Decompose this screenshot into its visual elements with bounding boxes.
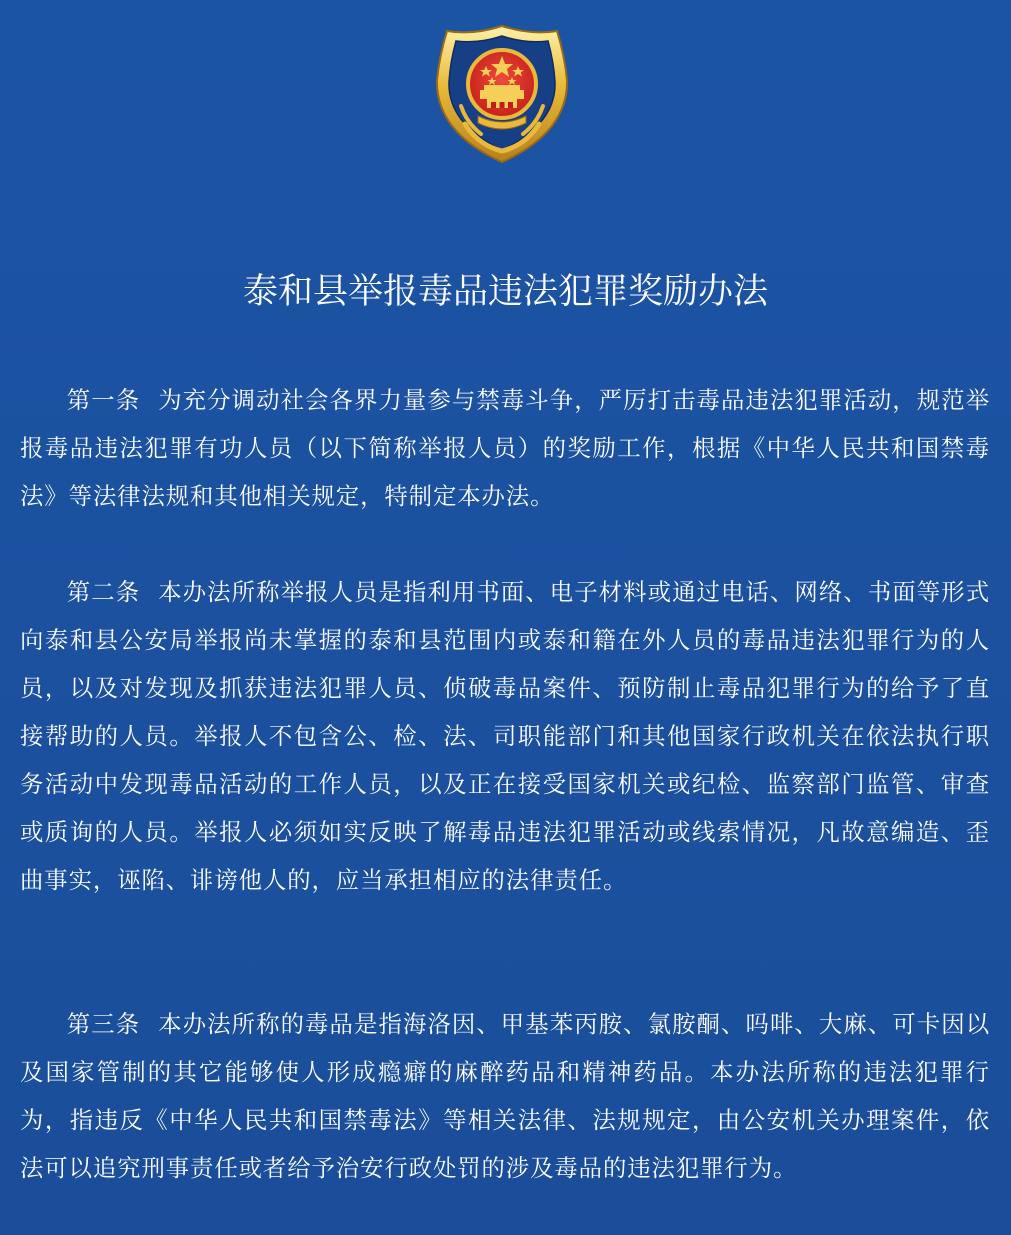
- police-emblem-icon: [431, 22, 573, 168]
- article-1-head: 第一条: [66, 386, 141, 414]
- article-3: [20, 1000, 990, 1192]
- article-1: [20, 376, 990, 520]
- article-2-head: 第二条: [66, 578, 141, 606]
- article-2: [20, 568, 990, 904]
- article-3-head: 第三条: [66, 1010, 141, 1038]
- document-title: 泰和县举报毒品违法犯罪奖励办法: [242, 272, 768, 312]
- article-3-body: 本办法所称的毒品是指海洛因、甲基苯丙胺、氯胺酮、吗啡、大麻、可卡因以及国家管制的其它能够使人形成瘾癖的麻醉药品和精神药品。本办法所称的违法犯罪行为，指违反《中华人民共和国禁毒法》等相关法律、法规规定，由公安机关办理案件，依法可以追究刑事责任或者给予治安行政处罚的涉及毒品的违法犯罪行为。: [20, 1010, 990, 1182]
- article-1-body: 为充分调动社会各界力量参与禁毒斗争，严厉打击毒品违法犯罪活动，规范举报毒品违法犯罪有功人员（以下简称举报人员）的奖励工作，根据《中华人民共和国禁毒法》等法律法规和其他相关规定，特制定本办法。: [20, 386, 990, 510]
- article-2-body: 本办法所称举报人员是指利用书面、电子材料或通过电话、网络、书面等形式向泰和县公安局举报尚未掌握的泰和县范围内或泰和籍在外人员的毒品违法犯罪行为的人员，以及对发现及抓获违法犯罪人员、侦破毒品案件、预防制止毒品犯罪行为的给予了直接帮助的人员。举报人不包含公、检、法、司职能部门和其他国家行政机关在依法执行职务活动中发现毒品活动的工作人员，以及正在接受国家机关或纪检、监察部门监管、审查或质询的人员。举报人必须如实反映了解毒品违法犯罪活动或线索情况，凡故意编造、歪曲事实，诬陷、诽谤他人的，应当承担相应的法律责任。: [20, 578, 990, 894]
